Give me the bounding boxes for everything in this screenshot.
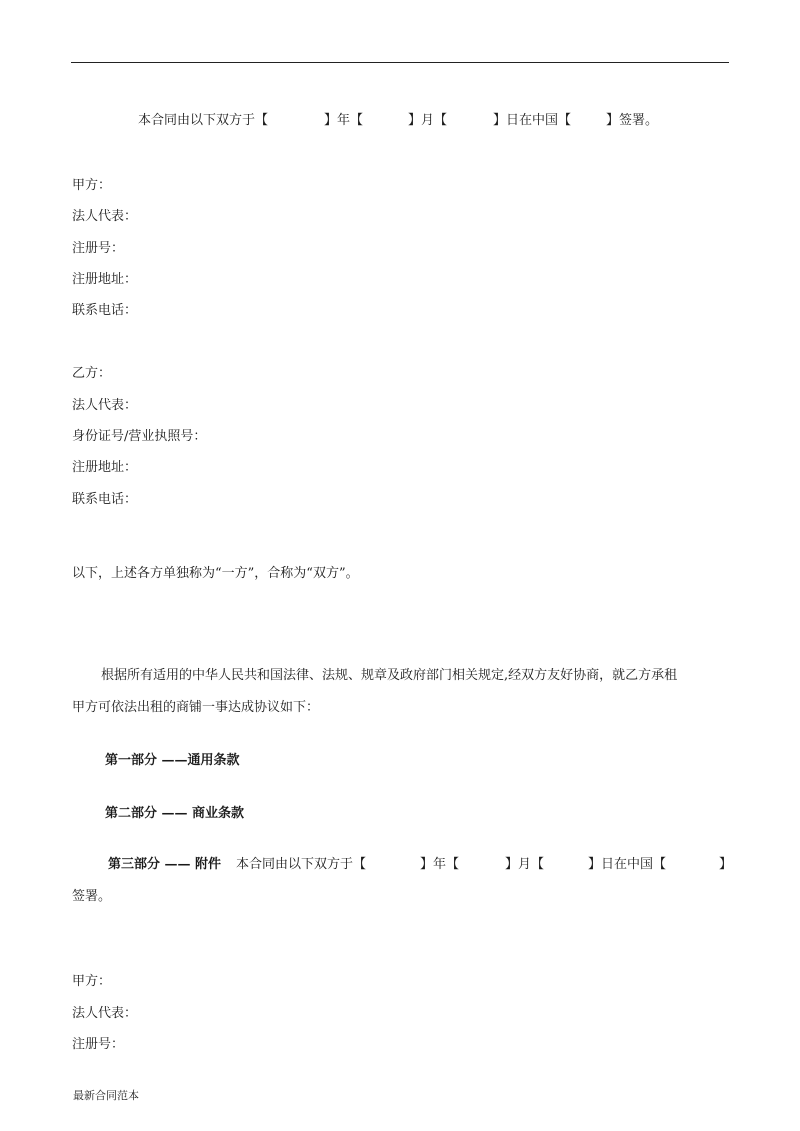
party-b-legal-rep: 法人代表： bbox=[72, 398, 138, 413]
section-part1: 第一部分 ——通用条款 bbox=[105, 753, 240, 768]
party-a-reg-no: 注册号： bbox=[72, 241, 125, 256]
party-b-reg-address: 注册地址： bbox=[72, 460, 138, 475]
party-a-repeat-legal-rep: 法人代表： bbox=[72, 1006, 138, 1021]
section-part2: 第二部分 —— 商业条款 bbox=[105, 806, 245, 821]
page-footer: 最新合同范本 bbox=[73, 1089, 139, 1102]
section-part3-date-part1: 本合同由以下双方于【 bbox=[236, 857, 367, 872]
date-line-month: 】月【 bbox=[408, 113, 448, 128]
date-line-sign: 】签署。 bbox=[606, 113, 659, 128]
header-rule bbox=[71, 62, 729, 63]
preamble-line1: 根据所有适用的中华人民共和国法律、法规、规章及政府部门相关规定,经双方友好协商，就乙方承租 bbox=[101, 668, 678, 683]
party-a-reg-address: 注册地址： bbox=[72, 272, 138, 287]
date-line-part1: 本合同由以下双方于【 bbox=[138, 113, 269, 128]
section-part3-month: 】月【 bbox=[505, 857, 545, 872]
party-a-legal-rep: 法人代表： bbox=[72, 209, 138, 224]
definition-text: 以下，上述各方单独称为“一方”，合称为“双方”。 bbox=[72, 566, 359, 581]
party-a-label: 甲方： bbox=[72, 178, 112, 193]
party-b-phone: 联系电话： bbox=[72, 492, 138, 507]
section-part3-close: 】 bbox=[719, 857, 733, 872]
date-line-day: 】日在中国【 bbox=[493, 113, 572, 128]
party-b-id-license: 身份证号/营业执照号： bbox=[72, 429, 207, 444]
party-a-repeat-label: 甲方： bbox=[72, 974, 112, 989]
party-b-label: 乙方： bbox=[72, 366, 112, 381]
party-a-repeat-reg-no: 注册号： bbox=[72, 1037, 125, 1052]
section-part3-day: 】日在中国【 bbox=[588, 857, 667, 872]
party-a-phone: 联系电话： bbox=[72, 303, 138, 318]
date-line-year: 】年【 bbox=[324, 113, 364, 128]
section-part3-year: 】年【 bbox=[420, 857, 460, 872]
section-part3-cont: 签署。 bbox=[72, 889, 112, 904]
preamble-line2: 甲方可依法出租的商铺一事达成协议如下： bbox=[72, 700, 320, 715]
section-part3-title: 第三部分 —— 附件 bbox=[108, 857, 222, 872]
